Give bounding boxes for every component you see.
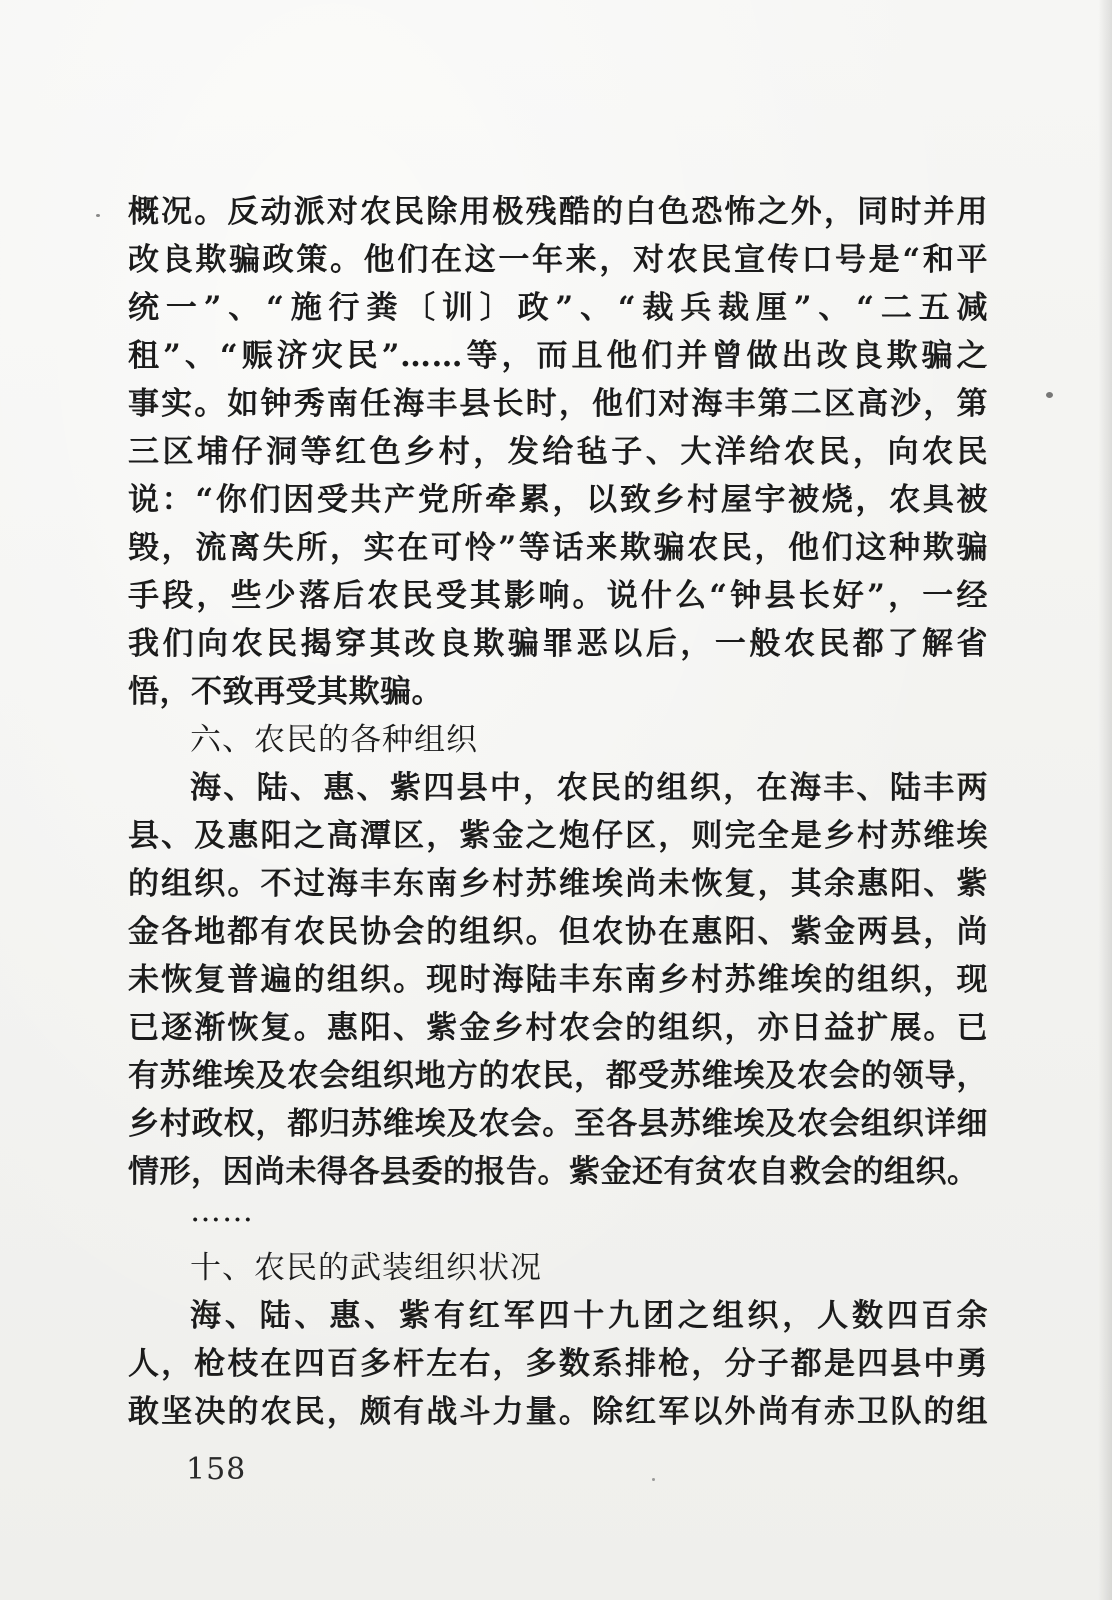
text-line: 概况。反动派对农民除用极残酷的白色恐怖之外，同时并用 (128, 194, 988, 230)
text-line: 的组织。不过海丰东南乡村苏维埃尚未恢复，其余惠阳、紫 (128, 866, 988, 902)
text-line: 我们向农民揭穿其改良欺骗罪恶以后，一般农民都了解省 (128, 626, 988, 662)
omission-ellipsis: …… (190, 1193, 254, 1229)
text-line: 统一”、“施行粪〔训〕政”、“裁兵裁厘”、“二五减 (128, 290, 988, 326)
section-heading-10: 十、农民的武装组织状况 (190, 1250, 542, 1286)
text-line: 县、及惠阳之高潭区，紫金之炮仔区，则完全是乡村苏维埃 (128, 818, 988, 854)
text-line: 海、陆、惠、紫有红军四十九团之组织，人数四百余 (190, 1298, 988, 1334)
text-line: 租”、“赈济灾民”……等，而且他们并曾做出改良欺骗之 (128, 338, 988, 374)
paragraph-1 (128, 188, 988, 716)
text-line: 敢坚决的农民，颇有战斗力量。除红军以外尚有赤卫队的组 (128, 1394, 988, 1430)
section-heading-6: 六、农民的各种组织 (190, 722, 478, 758)
text-line: 有苏维埃及农会组织地方的农民，都受苏维埃及农会的领导， (128, 1058, 988, 1094)
body-text (128, 188, 988, 1436)
text-line: 三区埔仔洞等红色乡村，发给毡子、大洋给农民，向农民 (128, 434, 988, 470)
paragraph-3 (128, 1292, 988, 1436)
text-line: 乡村政权，都归苏维埃及农会。至各县苏维埃及农会组织详细 (128, 1106, 988, 1142)
page-number: 158 (186, 1452, 247, 1487)
scan-speck (96, 214, 100, 217)
text-line: 毁，流离失所，实在可怜”等话来欺骗农民，他们这种欺骗 (128, 530, 988, 566)
text-line: 手段，些少落后农民受其影响。说什么“钟县长好”，一经 (128, 578, 988, 614)
paragraph-2 (128, 764, 988, 1196)
text-line: 情形，因尚未得各县委的报告。紫金还有贫农自救会的组织。 (128, 1154, 979, 1190)
text-line: 未恢复普遍的组织。现时海陆丰东南乡村苏维埃的组织，现 (128, 962, 988, 998)
text-line: 事实。如钟秀南任海丰县长时，他们对海丰第二区高沙，第 (128, 386, 988, 422)
text-line: 已逐渐恢复。惠阳、紫金乡村农会的组织，亦日益扩展。已 (128, 1010, 988, 1046)
text-line: 金各地都有农民协会的组织。但农协在惠阳、紫金两县，尚 (128, 914, 988, 950)
text-line: 说：“你们因受共产党所牵累，以致乡村屋宇被烧，农具被 (128, 482, 988, 518)
scan-speck (1046, 392, 1053, 398)
scan-speck (652, 1478, 655, 1481)
page-edge-shadow (1098, 0, 1112, 1600)
text-line: 悟，不致再受其欺骗。 (128, 674, 443, 710)
text-line: 人，枪枝在四百多杆左右，多数系排枪，分子都是四县中勇 (128, 1346, 988, 1382)
text-line: 改良欺骗政策。他们在这一年来，对农民宣传口号是“和平 (128, 242, 988, 278)
text-line: 海、陆、惠、紫四县中，农民的组织，在海丰、陆丰两 (190, 770, 988, 806)
